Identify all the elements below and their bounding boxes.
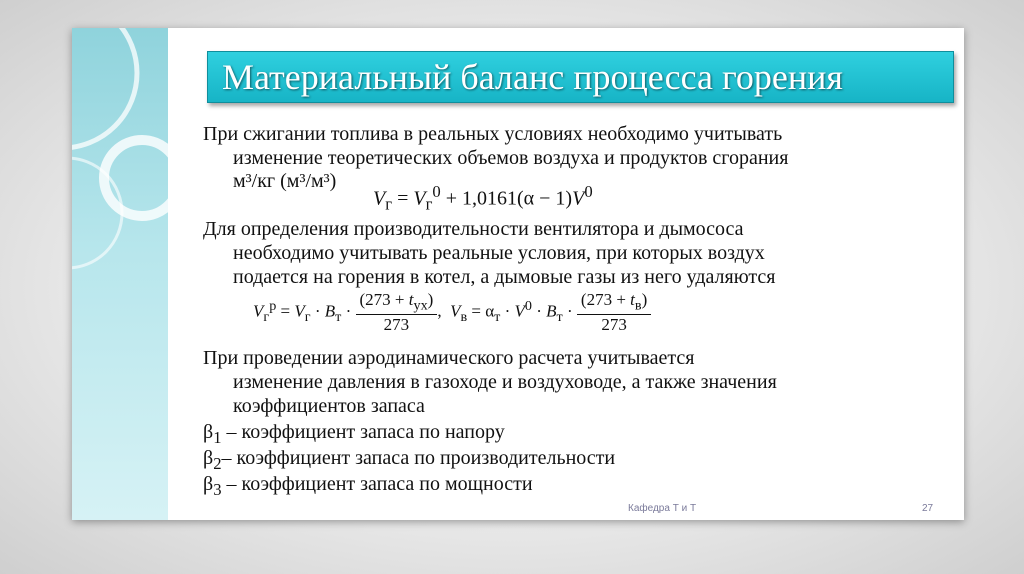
f2-v0: V	[514, 301, 525, 321]
f2-lhs2-sub: в	[460, 309, 468, 325]
para1-line2: изменение теоретических объемов воздуха и продуктов сгорания	[233, 147, 789, 169]
para3-line3: коэффициентов запаса	[233, 395, 425, 417]
beta1-text: – коэффициент запаса по напору	[221, 421, 505, 443]
f2-dot4: ·	[531, 301, 547, 321]
f1-lhs: V	[373, 187, 386, 210]
f2-dot5: ·	[562, 301, 577, 321]
title-box	[207, 51, 954, 103]
formula-2	[253, 290, 651, 335]
f2-fraction-1	[356, 290, 438, 335]
f2-bt: B	[324, 301, 336, 321]
f2-alpha: α	[485, 301, 495, 321]
beta1-sub: 1	[213, 428, 222, 447]
para3-line2: изменение давления в газоходе и воздуховоде, а также значения	[233, 371, 777, 393]
f2-fraction-2-den: 273	[601, 315, 627, 335]
beta3-sub: 3	[213, 480, 222, 499]
f1-vlast: V	[572, 187, 585, 210]
f1-eq: =	[392, 187, 414, 210]
beta1-symbol: β	[203, 421, 214, 443]
f2-lhs-sub: г	[263, 309, 270, 325]
decorative-side-bar	[72, 28, 168, 520]
f2-num-close: )	[427, 290, 434, 309]
f2-num2-sub: в	[634, 297, 642, 314]
f2-fraction-2-num	[577, 290, 651, 315]
f2-fraction-1-num	[356, 290, 438, 315]
f2-lhs-sup: р	[269, 297, 277, 314]
para2-line2: необходимо учитывать реальные условия, при которых воздух	[233, 242, 765, 264]
beta3-text: – коэффициент запаса по мощности	[221, 473, 533, 495]
slide	[72, 28, 964, 520]
f2-bt2-sub: т	[556, 309, 563, 325]
f1-v0-sup: 0	[432, 182, 441, 201]
f2-fraction-2	[577, 290, 651, 335]
f2-num-t: t	[408, 290, 414, 309]
slide-title: Материальный баланс процесса горения	[222, 57, 843, 97]
f2-dot1: ·	[310, 301, 325, 321]
f2-lhs2: V	[450, 301, 461, 321]
f2-bt2: B	[546, 301, 557, 321]
f1-vlast-sup: 0	[584, 182, 593, 201]
f2-num-sub: ух	[413, 297, 428, 314]
slide-number: 27	[922, 503, 934, 514]
beta2-sub: 2	[213, 454, 222, 473]
decorative-circles-icon	[72, 28, 168, 520]
f2-eq: =	[276, 301, 295, 321]
f2-eq2: =	[467, 301, 486, 321]
f2-dot2: ·	[341, 301, 356, 321]
f2-sep: ,	[437, 301, 442, 321]
f2-v0-sup: 0	[524, 297, 532, 314]
formula-1	[373, 182, 593, 215]
f2-vg: V	[294, 301, 305, 321]
para3-line1: При проведении аэродинамического расчета учитывается	[203, 347, 695, 369]
f2-num2-open: (273 +	[580, 290, 631, 309]
f2-num2-t: t	[630, 290, 635, 309]
f2-lhs: V	[253, 301, 264, 321]
f2-vg-sub: г	[304, 309, 311, 325]
f2-fraction-1-den: 273	[383, 315, 410, 335]
beta3-symbol: β	[203, 473, 214, 495]
beta2-symbol: β	[203, 447, 214, 469]
beta2-text: – коэффициент запаса по производительности	[221, 447, 616, 469]
para1-line1: При сжигании топлива в реальных условиях необходимо учитывать	[203, 123, 783, 145]
para1-line3: м³/кг (м³/м³)	[233, 170, 337, 192]
f1-v0: V	[413, 187, 426, 210]
f1-mid: + 1,0161(α − 1)	[440, 187, 573, 210]
f2-dot3: ·	[500, 301, 515, 321]
f2-alpha-sub: т	[494, 309, 501, 325]
f2-num-open: (273 +	[359, 290, 409, 309]
para2-line1: Для определения производительности вентилятора и дымососа	[203, 218, 744, 240]
f2-num2-close: )	[641, 290, 648, 309]
f2-bt-sub: т	[335, 309, 342, 325]
f1-lhs-sub: г	[385, 194, 393, 214]
beta3-item	[203, 472, 533, 502]
para2-line3: подается на горения в котел, а дымовые газы из него удаляются	[233, 266, 776, 288]
footer-department: Кафедра Т и Т	[628, 503, 697, 514]
f1-v0-sub: г	[425, 194, 433, 214]
